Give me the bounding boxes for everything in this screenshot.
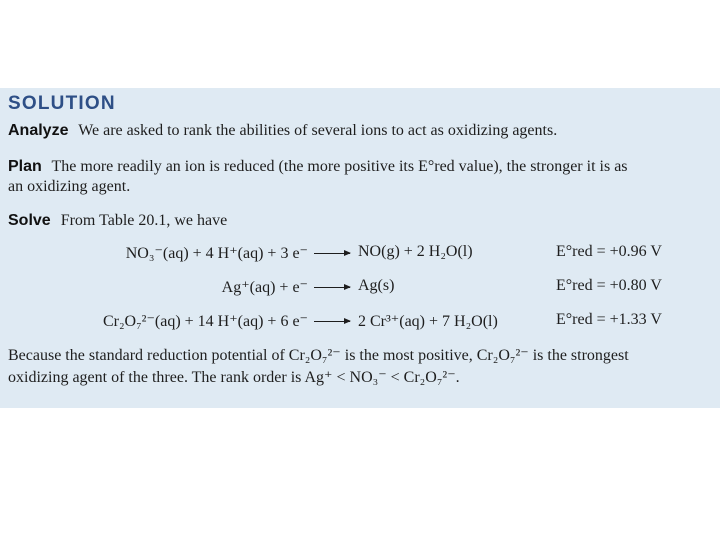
equation-2-potential: E°red = +0.80 V <box>556 277 662 294</box>
reaction-arrow-icon <box>314 287 350 288</box>
plan-text-line1: The more readily an ion is reduced (the more positive its E°red value), the stronger it is as <box>51 158 628 175</box>
analyze-paragraph <box>8 121 557 141</box>
solve-text: From Table 20.1, we have <box>60 212 228 229</box>
plan-paragraph <box>8 157 628 177</box>
equation-3-reactants: Cr₂O₇²⁻(aq) + 14 H⁺(aq) + 6 e⁻ <box>102 313 308 330</box>
equation-1-potential: E°red = +0.96 V <box>556 243 662 260</box>
reaction-arrow-icon <box>314 321 350 322</box>
equation-1-reactants: NO₃⁻(aq) + 4 H⁺(aq) + 3 e⁻ <box>125 245 308 262</box>
equation-3-potential: E°red = +1.33 V <box>556 311 662 328</box>
reaction-arrow-icon <box>314 253 350 254</box>
equation-3-products: 2 Cr³⁺(aq) + 7 H₂O(l) <box>358 313 498 330</box>
solve-paragraph <box>8 211 227 231</box>
plan-label: Plan <box>8 158 42 175</box>
plan-text-line2: an oxidizing agent. <box>8 178 131 195</box>
equation-1-products: NO(g) + 2 H₂O(l) <box>358 243 473 260</box>
solution-heading: SOLUTION <box>8 93 116 114</box>
conclusion-line1: Because the standard reduction potential of Cr₂O₇²⁻ is the most positive, Cr₂O₇²⁻ is the strongest <box>8 347 629 364</box>
equation-2-reactants: Ag⁺(aq) + e⁻ <box>221 279 308 296</box>
equation-2-products: Ag(s) <box>358 277 395 294</box>
analyze-text: We are asked to rank the abilities of several ions to act as oxidizing agents. <box>78 122 558 139</box>
analyze-label: Analyze <box>8 122 69 139</box>
solve-label: Solve <box>8 212 51 229</box>
conclusion-line2: oxidizing agent of the three. The rank order is Ag⁺ < NO₃⁻ < Cr₂O₇²⁻. <box>8 369 460 386</box>
